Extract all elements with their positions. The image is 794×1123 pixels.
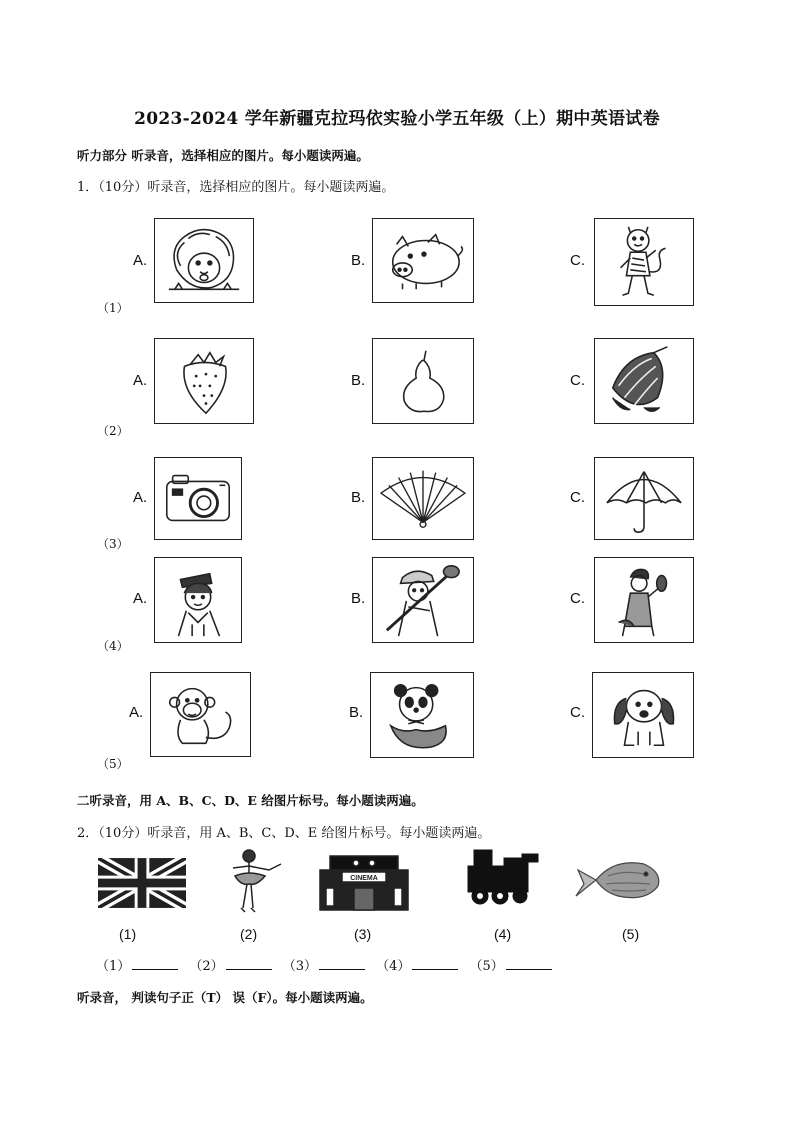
row-number: （4） [97, 639, 129, 653]
tiger-icon[interactable] [594, 218, 694, 306]
option-letter: B. [351, 590, 366, 607]
umbrella-icon[interactable] [594, 457, 694, 540]
farmer-icon[interactable] [372, 557, 474, 643]
cinema-sign: CINEMA [350, 875, 378, 882]
dog-icon[interactable] [592, 672, 694, 758]
picture-label: (1) [119, 926, 137, 942]
answer-blank-5[interactable] [506, 957, 552, 970]
strawberry-icon[interactable] [154, 338, 254, 424]
part-3-heading: 听录音， 判读句子正（T） 误（F）。每小题读两遍。 [77, 990, 373, 1005]
answer-blanks [96, 955, 558, 974]
answer-blank-2[interactable] [226, 957, 272, 970]
answer-label: （2） [189, 959, 224, 974]
option-letter: B. [351, 372, 366, 389]
option-letter: C. [570, 704, 585, 721]
row-number: （5） [97, 757, 129, 771]
singer-icon[interactable] [594, 557, 694, 643]
page-title: 2023-2024 学年新疆克拉玛依实验小学五年级（上）期中英语试卷 [134, 109, 660, 129]
picture-label: (4) [494, 926, 512, 942]
train-icon[interactable] [460, 846, 546, 908]
picture-label: (2) [240, 926, 258, 942]
pig-icon[interactable] [372, 218, 474, 303]
starfruit-icon[interactable] [594, 338, 694, 424]
fish-icon[interactable] [574, 850, 666, 908]
nurse-icon[interactable] [154, 557, 242, 643]
answer-label: （1） [96, 959, 131, 974]
picture-label: (5) [622, 926, 640, 942]
option-letter: C. [570, 590, 585, 607]
answer-blank-3[interactable] [319, 957, 365, 970]
option-letter: A. [133, 252, 148, 269]
uk-flag-icon[interactable] [98, 858, 186, 908]
ballet-dancer-icon[interactable] [213, 846, 287, 916]
option-letter: B. [351, 252, 366, 269]
listening-part-heading: 听力部分 听录音，选择相应的图片。每小题读两遍。 [77, 148, 369, 163]
option-letter: A. [133, 489, 148, 506]
picture-label: (3) [354, 926, 372, 942]
part-2-heading: 二听录音，用 A、B、C、D、E 给图片标号。每小题读两遍。 [77, 793, 424, 808]
option-letter: A. [133, 590, 148, 607]
option-letter: C. [570, 489, 585, 506]
row-number: （1） [97, 301, 129, 315]
cinema-icon[interactable] [314, 852, 414, 912]
lion-icon[interactable] [154, 218, 254, 303]
answer-label: （3） [282, 959, 318, 974]
fan-icon[interactable] [372, 457, 474, 540]
option-letter: B. [351, 489, 366, 506]
option-letter: B. [349, 704, 364, 721]
option-letter: C. [570, 252, 585, 269]
answer-label: （4） [376, 959, 411, 974]
option-letter: A. [133, 372, 148, 389]
answer-label: （5） [469, 959, 504, 974]
option-letter: A. [129, 704, 144, 721]
monkey-icon[interactable] [150, 672, 251, 757]
question-1-text: 1．（10分）听录音，选择相应的图片。每小题读两遍。 [77, 180, 395, 195]
camera-icon[interactable] [154, 457, 242, 540]
answer-blank-1[interactable] [132, 957, 178, 970]
option-letter: C. [570, 372, 585, 389]
panda-icon[interactable] [370, 672, 474, 758]
pear-icon[interactable] [372, 338, 474, 424]
row-number: （3） [97, 537, 129, 551]
answer-blank-4[interactable] [412, 957, 458, 970]
question-2-text: 2．（10分）听录音，用 A、B、C、D、E 给图片标号。每小题读两遍。 [77, 826, 491, 841]
row-number: （2） [97, 424, 129, 438]
